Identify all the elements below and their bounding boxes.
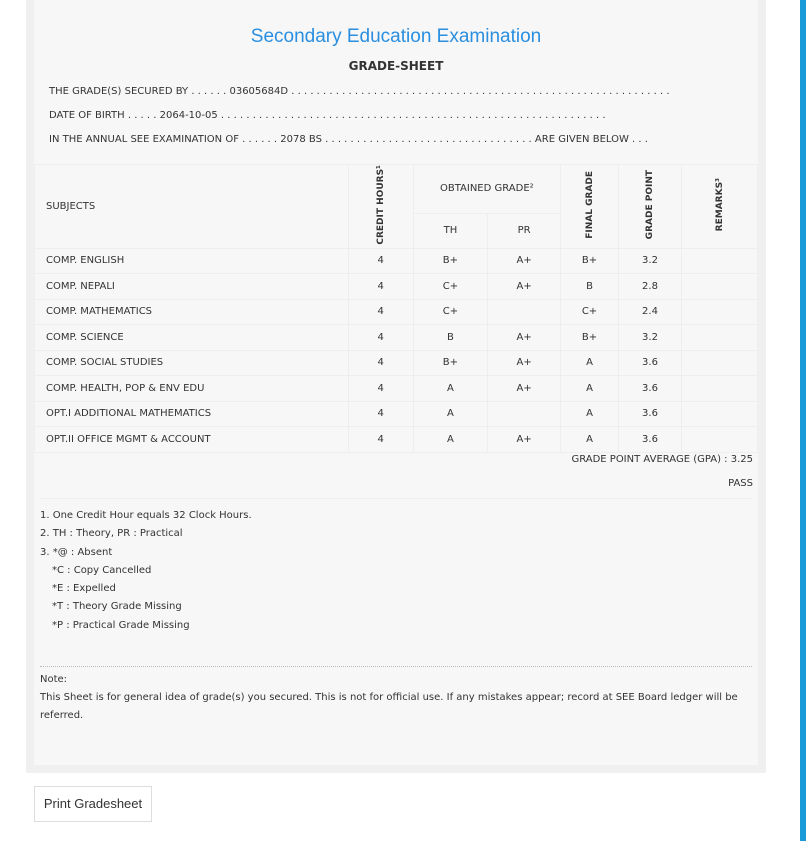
- cell-credit: 4: [348, 350, 413, 376]
- print-gradesheet-button[interactable]: Print Gradesheet: [34, 786, 152, 822]
- cell-pr: A+: [488, 248, 561, 274]
- cell-subject: COMP. SOCIAL STUDIES: [35, 350, 349, 376]
- cell-final: B+: [561, 325, 619, 351]
- footnote: 3. *@ : Absent: [40, 546, 113, 558]
- cell-pr: A+: [488, 325, 561, 351]
- table-row: [35, 376, 758, 402]
- cell-pr: A+: [488, 427, 561, 453]
- secured-by-line: THE GRADE(S) SECURED BY . . . . . . 03605684D . . . . . . . . . . . . . . . . . . . . . . . . . . . . . . . . . . . . . . . . . . . . . . . . . . . . . . . . . . . .: [49, 86, 670, 97]
- grades-table: [34, 164, 758, 453]
- cell-point: 3.2: [619, 325, 682, 351]
- cell-remarks: [682, 248, 758, 274]
- cell-remarks: [682, 350, 758, 376]
- cell-pr: [488, 299, 561, 325]
- dob-line: DATE OF BIRTH . . . . . 2064-10-05 . . . . . . . . . . . . . . . . . . . . . . . . . . . . . . . . . . . . . . . . . . . . . . . . . . . . . . . . . . . . .: [49, 110, 606, 121]
- cell-point: 3.6: [619, 427, 682, 453]
- footnotes: [40, 498, 752, 635]
- cell-final: A: [561, 376, 619, 402]
- table-row: [35, 325, 758, 351]
- gradesheet: [34, 0, 758, 765]
- cell-th: A: [413, 427, 488, 453]
- cell-point: 2.8: [619, 274, 682, 300]
- cell-pr: A+: [488, 350, 561, 376]
- table-row: [35, 427, 758, 453]
- cell-credit: 4: [348, 376, 413, 402]
- cell-credit: 4: [348, 325, 413, 351]
- footnote: *T : Theory Grade Missing: [52, 601, 182, 613]
- cell-pr: A+: [488, 376, 561, 402]
- cell-point: 2.4: [619, 299, 682, 325]
- cell-subject: COMP. NEPALI: [35, 274, 349, 300]
- cell-subject: OPT.II OFFICE MGMT & ACCOUNT: [35, 427, 349, 453]
- footnote: 1. One Credit Hour equals 32 Clock Hours.: [40, 510, 252, 521]
- table-row: [35, 274, 758, 300]
- cell-th: B+: [413, 248, 488, 274]
- cell-credit: 4: [348, 248, 413, 274]
- cell-subject: COMP. HEALTH, POP & ENV EDU: [35, 376, 349, 402]
- cell-th: A: [413, 376, 488, 402]
- col-remarks: REMARKS³: [714, 178, 725, 232]
- cell-pr: [488, 401, 561, 427]
- cell-final: B+: [561, 248, 619, 274]
- cell-pr: A+: [488, 274, 561, 300]
- col-point: GRADE POINT: [645, 170, 655, 240]
- cell-th: A: [413, 401, 488, 427]
- table-row: [35, 350, 758, 376]
- note: [40, 666, 752, 725]
- cell-th: C+: [413, 274, 488, 300]
- col-th: TH: [413, 213, 488, 248]
- gpa: GRADE POINT AVERAGE (GPA) : 3.25: [571, 454, 753, 465]
- footnote: 2. TH : Theory, PR : Practical: [40, 528, 183, 540]
- cell-point: 3.6: [619, 401, 682, 427]
- note-label: Note:: [40, 674, 68, 685]
- exam-line: IN THE ANNUAL SEE EXAMINATION OF . . . . . . 2078 BS . . . . . . . . . . . . . . . . . . . . . . . . . . . . . . . . . ARE GIVEN BELOW . . .: [49, 134, 648, 145]
- cell-credit: 4: [348, 299, 413, 325]
- cell-remarks: [682, 325, 758, 351]
- cell-subject: COMP. MATHEMATICS: [35, 299, 349, 325]
- gradesheet-panel: [26, 0, 766, 773]
- exam-title: Secondary Education Examination: [250, 26, 542, 47]
- cell-remarks: [682, 427, 758, 453]
- cell-remarks: [682, 274, 758, 300]
- cell-final: C+: [561, 299, 619, 325]
- col-obtained: OBTAINED GRADE²: [413, 165, 560, 214]
- cell-final: A: [561, 427, 619, 453]
- cell-th: B+: [413, 350, 488, 376]
- col-credit: CREDIT HOURS¹: [375, 165, 386, 245]
- cell-credit: 4: [348, 427, 413, 453]
- col-final: FINAL GRADE: [584, 170, 595, 239]
- cell-subject: COMP. ENGLISH: [35, 248, 349, 274]
- cell-subject: COMP. SCIENCE: [35, 325, 349, 351]
- cell-subject: OPT.I ADDITIONAL MATHEMATICS: [35, 401, 349, 427]
- cell-final: A: [561, 350, 619, 376]
- scrollbar-accent: [800, 0, 806, 841]
- cell-final: A: [561, 401, 619, 427]
- cell-point: 3.2: [619, 248, 682, 274]
- cell-remarks: [682, 401, 758, 427]
- table-row: [35, 401, 758, 427]
- footnote: *E : Expelled: [52, 583, 116, 595]
- cell-th: C+: [413, 299, 488, 325]
- result-status: PASS: [728, 478, 753, 489]
- note-text: This Sheet is for general idea of grade(s) you secured. This is not for official use. If any mistakes appear; record at SEE Board ledger will be referred.: [40, 692, 738, 721]
- gradesheet-heading: GRADE-SHEET: [348, 59, 444, 73]
- cell-final: B: [561, 274, 619, 300]
- col-pr: PR: [488, 213, 561, 248]
- footnote: *P : Practical Grade Missing: [52, 619, 190, 631]
- cell-point: 3.6: [619, 376, 682, 402]
- footnote: *C : Copy Cancelled: [52, 564, 152, 576]
- table-row: [35, 299, 758, 325]
- cell-point: 3.6: [619, 350, 682, 376]
- col-subjects: SUBJECTS: [35, 165, 349, 249]
- cell-credit: 4: [348, 401, 413, 427]
- cell-credit: 4: [348, 274, 413, 300]
- cell-remarks: [682, 376, 758, 402]
- table-row: [35, 248, 758, 274]
- cell-th: B: [413, 325, 488, 351]
- cell-remarks: [682, 299, 758, 325]
